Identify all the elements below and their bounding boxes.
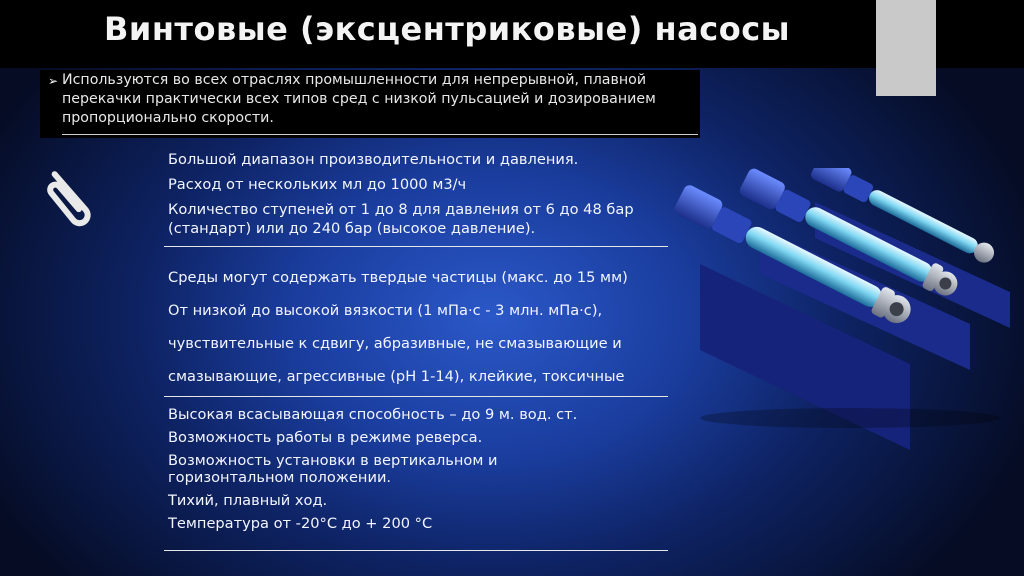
list-item: Возможность работы в режиме реверса. (168, 429, 483, 446)
list-item: смазывающие, агрессивные (pH 1-14), клейкие, токсичные (168, 368, 625, 385)
list-item: Расход от нескольких мл до 1000 м3/ч (168, 176, 467, 193)
list-item: Высокая всасывающая способность – до 9 м. вод. ст. (168, 406, 578, 423)
list-item: чувствительные к сдвигу, абразивные, не смазывающие и (168, 335, 622, 352)
section-divider (164, 396, 668, 397)
list-item: От низкой до высокой вязкости (1 мПа·с - 3 млн. мПа·с), (168, 302, 603, 319)
features-list (168, 406, 577, 538)
intro-divider (62, 134, 698, 135)
intro-text: Используются во всех отраслях промышленности для непрерывной, плавной перекачки практически всех типов сред с низкой пульсацией и дозированием пропорционально скорости. (62, 72, 656, 126)
list-item: Тихий, плавный ход. (168, 492, 328, 509)
section-divider (164, 550, 668, 551)
corner-tab (876, 0, 936, 96)
list-item: Температура от -20°С до + 200 °С (168, 515, 433, 532)
pump-image (640, 168, 1024, 458)
list-item: Большой диапазон производительности и давления. (168, 151, 579, 168)
slide-title: Винтовые (эксцентриковые) насосы (104, 10, 791, 48)
paperclip-icon (44, 166, 100, 228)
list-item: Количество ступеней от 1 до 8 для давления от 6 до 48 бар (стандарт) или до 240 бар (высокое давление). (168, 201, 634, 237)
performance-list (168, 150, 668, 244)
list-item: Возможность установки в вертикальном и горизонтальном положении. (168, 452, 498, 486)
media-list (168, 268, 628, 400)
section-divider (164, 246, 668, 247)
arrow-bullet-icon: ➢ (48, 74, 59, 88)
list-item: Среды могут содержать твердые частицы (макс. до 15 мм) (168, 269, 628, 286)
